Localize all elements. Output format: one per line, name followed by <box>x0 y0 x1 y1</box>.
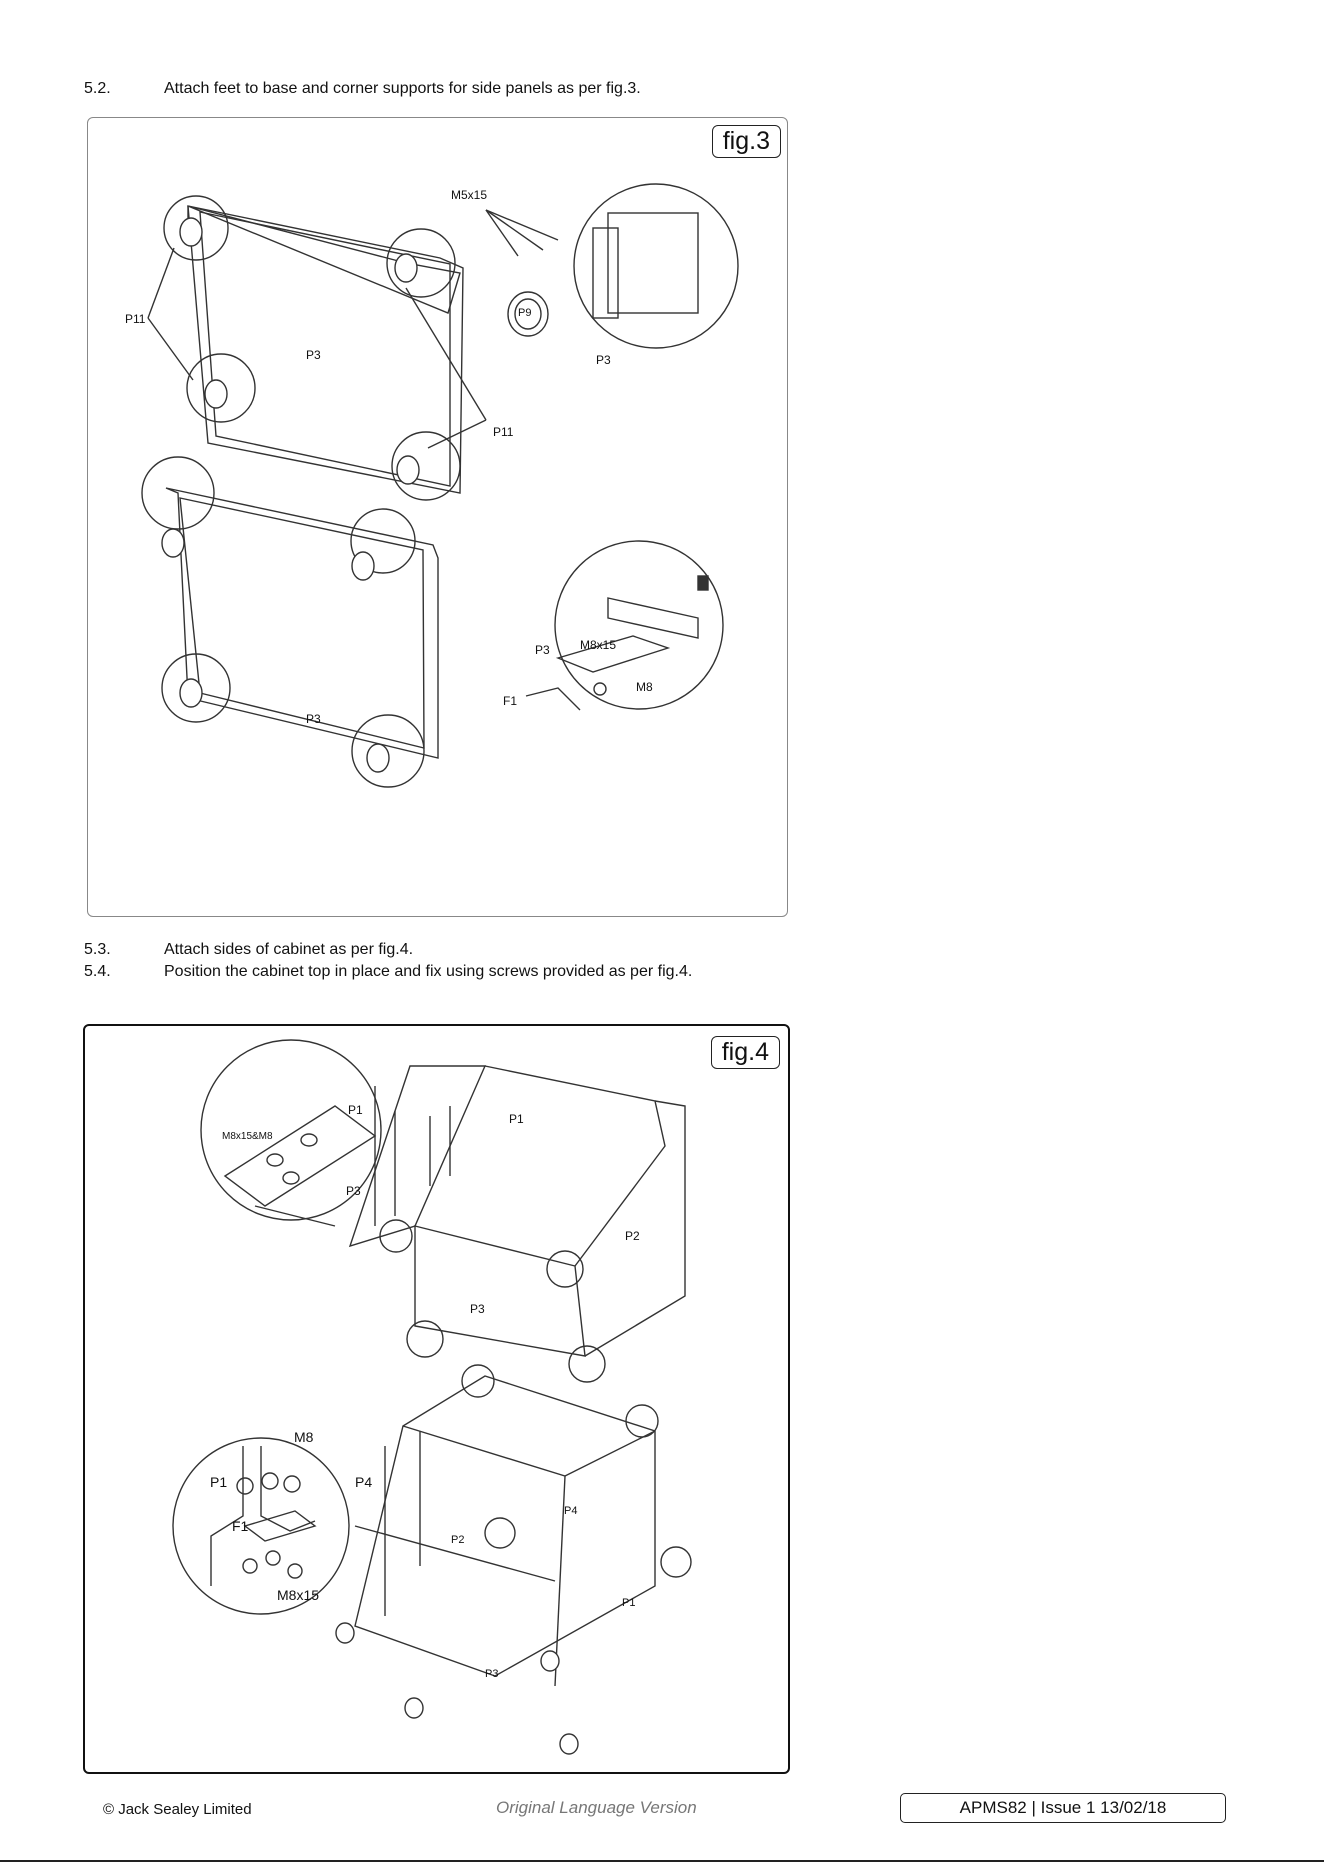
corner-circle <box>407 1321 443 1357</box>
label-m5x15: M5x15 <box>451 188 488 202</box>
screw-detail-circle <box>574 184 738 348</box>
document-reference: APMS82 | Issue 1 13/02/18 <box>900 1793 1226 1823</box>
step-5-3 <box>84 941 413 959</box>
label-m8x15-m8: M8x15&M8 <box>222 1131 273 1142</box>
step-number: 5.3. <box>84 941 111 958</box>
figure-3 <box>87 117 788 917</box>
label-m8: M8 <box>636 680 653 694</box>
label-p3: P3 <box>306 348 321 362</box>
label-p11: P11 <box>493 425 514 439</box>
figure-3-drawing <box>88 118 787 916</box>
label-p1: P1 <box>210 1474 228 1490</box>
base-frame-top <box>188 206 463 493</box>
label-f1: F1 <box>503 694 518 708</box>
corner-circle <box>661 1547 691 1577</box>
step-text: Position the cabinet top in place and fix using screws provided as per fig.4. <box>164 963 693 980</box>
label-p1: P1 <box>509 1112 524 1126</box>
step-5-4 <box>84 963 692 981</box>
step-5-2 <box>84 80 641 98</box>
label-p4: P4 <box>355 1474 373 1490</box>
label-p1: P1 <box>622 1597 636 1609</box>
label-p11: P11 <box>125 312 146 326</box>
label-m8x15: M8x15 <box>277 1587 320 1603</box>
step-text: Attach sides of cabinet as per fig.4. <box>164 941 414 958</box>
label-p3: P3 <box>306 712 321 726</box>
figure-4 <box>83 1024 790 1774</box>
label-f1: F1 <box>232 1518 249 1534</box>
label-p2: P2 <box>625 1229 640 1243</box>
corner-circle <box>626 1405 658 1437</box>
label-p3: P3 <box>535 643 550 657</box>
label-p4: P4 <box>564 1505 578 1517</box>
figure-3-tag: fig.3 <box>712 125 781 158</box>
step-text: Attach feet to base and corner supports for side panels as per fig.3. <box>164 80 641 97</box>
figure-4-drawing <box>85 1026 788 1772</box>
label-p3: P3 <box>596 353 611 367</box>
bottom-rule <box>0 1860 1324 1862</box>
label-p3: P3 <box>346 1184 361 1198</box>
figure-4-tag: fig.4 <box>711 1036 780 1069</box>
label-p9: P9 <box>518 307 532 319</box>
label-p1: P1 <box>348 1103 363 1117</box>
label-m8: M8 <box>294 1429 314 1445</box>
language-note: Original Language Version <box>496 1798 697 1817</box>
copyright: © Jack Sealey Limited <box>103 1801 252 1818</box>
step-number: 5.4. <box>84 963 111 980</box>
label-p2: P2 <box>451 1534 465 1546</box>
label-p3: P3 <box>485 1668 499 1680</box>
corner-circle <box>547 1251 583 1287</box>
label-m8x15: M8x15 <box>580 638 617 652</box>
corner-circle <box>569 1346 605 1382</box>
step-number: 5.2. <box>84 80 111 97</box>
label-p3: P3 <box>470 1302 485 1316</box>
corner-circle <box>485 1518 515 1548</box>
